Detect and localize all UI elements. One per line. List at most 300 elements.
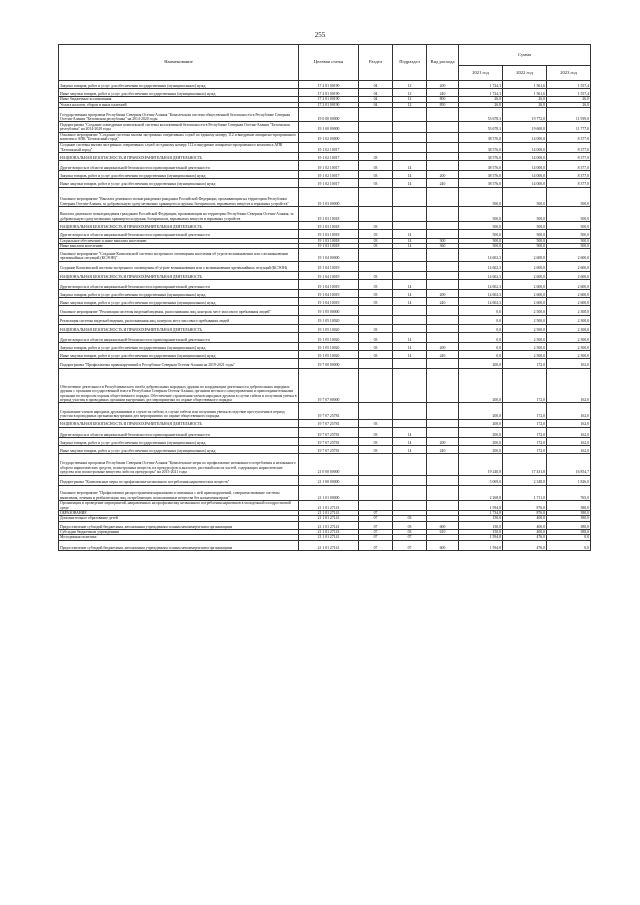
table-row — [59, 446, 591, 454]
cell-expense-type — [427, 454, 459, 475]
cell-name: Иные закупки товаров, работ и услуг для обеспечения государственных (муниципальных) нужд — [59, 298, 299, 306]
cell-section — [359, 206, 393, 221]
cell-2023: 8 377,0 — [547, 161, 591, 171]
cell-subsection — [393, 419, 427, 427]
table-row — [59, 179, 591, 187]
cell-2022: 19 772,0 — [503, 108, 547, 122]
cell-2022: 2 500,0 — [503, 324, 547, 332]
cell-target-item: 19 0 00 00000 — [299, 108, 359, 122]
header-expense-type: Вид расхода — [427, 45, 459, 81]
cell-subsection: 14 — [393, 446, 427, 454]
cell-section: 03 — [359, 446, 393, 454]
cell-target-item: 19 1 05 10020 — [299, 315, 359, 324]
table-row — [59, 206, 591, 221]
cell-2021: 14 602,3 — [459, 271, 503, 279]
cell-expense-type: 360 — [427, 244, 459, 249]
cell-name: Закупка товаров, работ и услуг для обеспечения государственных (муниципальных) нужд — [59, 171, 299, 179]
cell-2022: 172,0 — [503, 427, 547, 437]
cell-expense-type: 800 — [427, 97, 459, 102]
table-row — [59, 324, 591, 332]
cell-section — [359, 187, 393, 206]
cell-section: 03 — [359, 279, 393, 289]
cell-2022: 1 711,0 — [503, 485, 547, 500]
cell-name: Создание Комплексной системы экстренного оповещения об угрозе возникновения или о возникновении чрезвычайных ситуаций (КСЭОН) — [59, 261, 299, 271]
table-row — [59, 279, 591, 289]
cell-2021: 200,0 — [459, 437, 503, 445]
cell-section: 03 — [359, 343, 393, 351]
cell-2022: 26,0 — [503, 97, 547, 102]
cell-2022: 876,0 — [503, 511, 547, 516]
cell-2023: 8 377,0 — [547, 171, 591, 179]
cell-2023: 500,0 — [547, 222, 591, 230]
cell-subsection — [393, 306, 427, 315]
cell-2023: 162,0 — [547, 427, 591, 437]
cell-subsection — [393, 501, 427, 511]
cell-target-item: 19 7 07 25781 — [299, 419, 359, 427]
cell-expense-type — [427, 427, 459, 437]
cell-2023: 8 377,0 — [547, 132, 591, 142]
header-year-2023: 2023 год — [547, 66, 591, 81]
cell-name: Страхование членов народных дружинников в случае их гибели, в случае гибели или получения увечья вследствие преступления в период участия в проводимых органами внутренних дел мероприятиях по охране общественного порядка — [59, 403, 299, 419]
cell-2021: 150,0 — [459, 516, 503, 521]
cell-target-item: 17 2 01 00190 — [299, 102, 359, 107]
cell-section: 03 — [359, 271, 393, 279]
cell-2023: 162,0 — [547, 446, 591, 454]
cell-target-item: 19 1 05 10020 — [299, 351, 359, 359]
cell-subsection — [393, 271, 427, 279]
header-target-item: Целевая статья — [299, 45, 359, 81]
cell-2023: 380,0 — [547, 511, 591, 516]
cell-subsection: 14 — [393, 179, 427, 187]
cell-subsection: 12 — [393, 81, 427, 89]
cell-expense-type — [427, 122, 459, 132]
cell-2021: 1 724,3 — [459, 89, 503, 97]
cell-name: Другие вопросы в области национальной безопасности и правоохранительной деятельности — [59, 161, 299, 171]
cell-2021: 14 602,3 — [459, 261, 503, 271]
table-row — [59, 454, 591, 475]
cell-target-item: 21 1 00 00000 — [299, 475, 359, 485]
cell-subsection: 14 — [393, 290, 427, 298]
cell-section — [359, 132, 393, 142]
cell-expense-type — [427, 206, 459, 221]
cell-2022: 172,0 — [503, 437, 547, 445]
table-row — [59, 122, 591, 132]
cell-name: Подпрограмма "Создание и внедрение комплексной системы коллективной безопасности в Республике Северная Осетия-Алания "Безопасная республика" на 2014-2020 годы — [59, 122, 299, 132]
cell-subsection — [393, 108, 427, 122]
table-row — [59, 108, 591, 122]
cell-2023: 1 557,4 — [547, 81, 591, 89]
cell-2023: 162,0 — [547, 403, 591, 419]
table-row — [59, 351, 591, 359]
cell-subsection: 12 — [393, 89, 427, 97]
cell-name: Реализация системы видеонаблюдения, распознавания лиц, контроль мест массового пребывания людей — [59, 315, 299, 324]
cell-section — [359, 306, 393, 315]
cell-2021: 38 576,0 — [459, 171, 503, 179]
table-row — [59, 332, 591, 342]
cell-2023: 8 377,0 — [547, 179, 591, 187]
cell-2021: 1 724,3 — [459, 81, 503, 89]
budget-table — [58, 44, 591, 551]
cell-target-item: 19 7 00 00000 — [299, 359, 359, 368]
cell-name: Иные закупки товаров, работ и услуг для обеспечения государственных (муниципальных) нужд — [59, 351, 299, 359]
cell-2023: 2 300,0 — [547, 306, 591, 315]
cell-2021: 1 594,8 — [459, 540, 503, 550]
cell-expense-type — [427, 222, 459, 230]
cell-name: Выплата денежного вознаграждения гражданам Российской Федерации, проживающим на территории Республики Северная Осетия-Алания, за добровольную сдачу незаконно хранящегося оружия, боеприпасов, взрывчатых веществ и взрывных устройств — [59, 206, 299, 221]
cell-section: 03 — [359, 298, 393, 306]
cell-2022: 2 600,0 — [503, 249, 547, 261]
cell-target-item: 21 0 00 00000 — [299, 454, 359, 475]
cell-name: Подпрограмма "Комплексные меры по профилактике незаконного потребления наркотических веществ" — [59, 475, 299, 485]
cell-2022: 14 000,0 — [503, 171, 547, 179]
cell-target-item: 19 1 04 10019 — [299, 279, 359, 289]
cell-2023: 2 600,0 — [547, 271, 591, 279]
cell-name: Основное мероприятие "Реализация системы видеонаблюдения, распознавания лиц, контроль мест массового пребывания людей" — [59, 306, 299, 315]
cell-target-item: 21 1 01 27141 — [299, 501, 359, 511]
cell-2022: 172,0 — [503, 359, 547, 368]
cell-subsection — [393, 368, 427, 403]
cell-subsection — [393, 152, 427, 160]
cell-2022: 500,0 — [503, 222, 547, 230]
table-row — [59, 403, 591, 419]
cell-subsection: 14 — [393, 171, 427, 179]
table-row — [59, 89, 591, 97]
cell-name: НАЦИОНАЛЬНАЯ БЕЗОПАСНОСТЬ И ПРАВООХРАНИТЕЛЬНАЯ ДЕЯТЕЛЬНОСТЬ — [59, 324, 299, 332]
cell-name: Иные закупки товаров, работ и услуг для обеспечения государственных (муниципальных) нужд — [59, 179, 299, 187]
cell-name: Основное мероприятие "Создание системы вызова экстренных оперативных служб по единому номеру 112 и внедрение аппаратно-программного комплекса АПК "Безопасный город" — [59, 132, 299, 142]
cell-expense-type — [427, 261, 459, 271]
table-row — [59, 306, 591, 315]
cell-2022: 14 000,0 — [503, 132, 547, 142]
cell-section: 03 — [359, 351, 393, 359]
header-subsection: Подраздел — [393, 45, 427, 81]
cell-expense-type — [427, 324, 459, 332]
cell-target-item: 19 7 07 25781 — [299, 403, 359, 419]
cell-target-item: 21 1 01 27141 — [299, 516, 359, 521]
cell-subsection — [393, 142, 427, 152]
cell-2023: 162,0 — [547, 368, 591, 403]
cell-2021: 0,0 — [459, 343, 503, 351]
cell-2022: 14 000,0 — [503, 161, 547, 171]
cell-2022: 500,0 — [503, 230, 547, 238]
cell-2021: 150,0 — [459, 529, 503, 534]
cell-target-item: 19 7 07 00000 — [299, 368, 359, 403]
cell-subsection: 14 — [393, 343, 427, 351]
cell-target-item: 17 2 01 00190 — [299, 81, 359, 89]
cell-name: Основное мероприятие "Профилактика распространения наркомании и связанных с ней правонарушений, совершенствование системы выявления, лечения и реабилитации лиц, потребляющих психоактивные вещества без назначения врача" — [59, 485, 299, 500]
cell-target-item: 19 1 03 10018 — [299, 238, 359, 243]
cell-2022: 2 600,0 — [503, 279, 547, 289]
cell-target-item: 19 1 03 10018 — [299, 222, 359, 230]
table-row — [59, 142, 591, 152]
cell-section — [359, 485, 393, 500]
cell-expense-type — [427, 249, 459, 261]
cell-name: Предоставление субсидий бюджетным, автономным учреждениям и иным некоммерческим организациям — [59, 521, 299, 529]
cell-target-item: 17 2 01 00190 — [299, 89, 359, 97]
cell-expense-type: 600 — [427, 521, 459, 529]
cell-target-item: 19 1 05 10020 — [299, 324, 359, 332]
cell-2021: 38 576,0 — [459, 152, 503, 160]
table-row — [59, 475, 591, 485]
cell-subsection — [393, 132, 427, 142]
cell-expense-type — [427, 132, 459, 142]
cell-2022: 476,0 — [503, 535, 547, 540]
table-body — [59, 81, 591, 551]
cell-name: Социальное обеспечение и иные выплаты населению — [59, 238, 299, 243]
cell-2022: 876,0 — [503, 501, 547, 511]
cell-name: Государственная программа Республики Северная Осетия-Алания "Комплексные меры по профилактике незаконного потребления и незаконного оборота наркотических средств, психотропных веществ, их прекурсоров и аналогов, растений или их частей, содержащих наркотические средства или психотропные вещества либо их прекурсоры" на 2015-2021 годы — [59, 454, 299, 475]
cell-2021: 38 576,0 — [459, 161, 503, 171]
cell-2023: 500,0 — [547, 230, 591, 238]
cell-2022: 500,0 — [503, 187, 547, 206]
cell-2021: 53 678,3 — [459, 122, 503, 132]
cell-expense-type: 200 — [427, 437, 459, 445]
cell-2022: 1 561,6 — [503, 89, 547, 97]
table-row — [59, 298, 591, 306]
cell-section — [359, 142, 393, 152]
cell-subsection — [393, 249, 427, 261]
cell-expense-type — [427, 108, 459, 122]
cell-2021: 0,0 — [459, 324, 503, 332]
cell-expense-type — [427, 501, 459, 511]
cell-expense-type — [427, 271, 459, 279]
cell-2023: 11 777,0 — [547, 122, 591, 132]
cell-2021: 0,0 — [459, 306, 503, 315]
cell-expense-type — [427, 230, 459, 238]
cell-2023: 26,0 — [547, 97, 591, 102]
header-name: Наименование — [59, 45, 299, 81]
cell-expense-type: 240 — [427, 298, 459, 306]
cell-name: Другие вопросы в области национальной безопасности и правоохранительной деятельности — [59, 279, 299, 289]
cell-2021: 200,0 — [459, 368, 503, 403]
cell-2021: 500,0 — [459, 222, 503, 230]
header-section: Раздел — [359, 45, 393, 81]
cell-target-item: 19 1 03 10018 — [299, 230, 359, 238]
table-row — [59, 540, 591, 550]
cell-2022: 14 000,0 — [503, 152, 547, 160]
cell-2021: 5 069,0 — [459, 475, 503, 485]
cell-2021: 14 602,3 — [459, 279, 503, 289]
cell-2022: 172,0 — [503, 403, 547, 419]
cell-name: Уплата налогов, сборов и иных платежей — [59, 102, 299, 107]
cell-target-item: 19 1 02 10017 — [299, 171, 359, 179]
cell-section: 03 — [359, 244, 393, 249]
cell-2023: 380,0 — [547, 516, 591, 521]
cell-target-item: 19 1 04 10019 — [299, 271, 359, 279]
cell-section — [359, 368, 393, 403]
cell-section: 03 — [359, 324, 393, 332]
cell-target-item: 19 1 05 10020 — [299, 332, 359, 342]
cell-target-item: 19 1 02 00000 — [299, 132, 359, 142]
table-row — [59, 315, 591, 324]
cell-2023: 8 377,0 — [547, 152, 591, 160]
cell-2022: 19 600,0 — [503, 122, 547, 132]
cell-2022: 2 600,0 — [503, 261, 547, 271]
cell-target-item: 19 1 05 00000 — [299, 306, 359, 315]
cell-2022: 2 500,0 — [503, 332, 547, 342]
cell-2023: 11 939,0 — [547, 108, 591, 122]
cell-name: Государственная программа Республики Северная Осетия-Алания "Комплексная система общественной безопасности в Республике Северная Осетия-Алания "Безопасная республика" на 2014-2020 годы — [59, 108, 299, 122]
cell-target-item: 19 1 04 10019 — [299, 290, 359, 298]
cell-expense-type — [427, 368, 459, 403]
cell-2023: 2 300,0 — [547, 351, 591, 359]
cell-2021: 500,0 — [459, 244, 503, 249]
cell-section — [359, 359, 393, 368]
cell-2022: 172,0 — [503, 419, 547, 427]
cell-2022: 1 561,6 — [503, 81, 547, 89]
cell-section: 03 — [359, 419, 393, 427]
cell-section: 03 — [359, 171, 393, 179]
cell-expense-type — [427, 485, 459, 500]
table-row — [59, 521, 591, 529]
cell-2023: 2 600,0 — [547, 249, 591, 261]
cell-section — [359, 403, 393, 419]
cell-subsection: 14 — [393, 230, 427, 238]
cell-section: 07 — [359, 511, 393, 516]
cell-2022: 2 348,0 — [503, 475, 547, 485]
cell-name: Основное мероприятие "Выплата денежного вознаграждения гражданам Российской Федерации, проживающим на территории Республики Северная Осетия-Алания, за добровольную сдачу незаконно хранящегося оружия, боеприпасов, взрывчатых веществ и взрывных устройств" — [59, 187, 299, 206]
table-row — [59, 261, 591, 271]
cell-section: 07 — [359, 521, 393, 529]
cell-expense-type — [427, 152, 459, 160]
cell-target-item: 19 1 03 10018 — [299, 244, 359, 249]
cell-2022: 2 600,0 — [503, 290, 547, 298]
cell-2023: 162,0 — [547, 437, 591, 445]
cell-name: НАЦИОНАЛЬНАЯ БЕЗОПАСНОСТЬ И ПРАВООХРАНИТЕЛЬНАЯ ДЕЯТЕЛЬНОСТЬ — [59, 419, 299, 427]
cell-target-item: 19 7 07 25781 — [299, 446, 359, 454]
cell-2023: 765,0 — [547, 485, 591, 500]
cell-2021: 500,0 — [459, 230, 503, 238]
table-row — [59, 343, 591, 351]
cell-2022: 500,0 — [503, 244, 547, 249]
cell-subsection — [393, 403, 427, 419]
table-row — [59, 485, 591, 500]
cell-2023: 0,0 — [547, 540, 591, 550]
cell-section: 03 — [359, 332, 393, 342]
cell-2023: 162,0 — [547, 419, 591, 427]
cell-expense-type — [427, 332, 459, 342]
cell-2023: 500,0 — [547, 187, 591, 206]
cell-name: Закупка товаров, работ и услуг для обеспечения государственных (муниципальных) нужд — [59, 290, 299, 298]
cell-section — [359, 122, 393, 132]
cell-2022: 2 500,0 — [503, 315, 547, 324]
cell-section — [359, 315, 393, 324]
cell-2021: 26,0 — [459, 102, 503, 107]
cell-target-item: 21 1 01 27141 — [299, 540, 359, 550]
cell-target-item: 21 1 01 00000 — [299, 485, 359, 500]
cell-2021: 200,0 — [459, 427, 503, 437]
table-row — [59, 132, 591, 142]
cell-subsection — [393, 206, 427, 221]
cell-2021: 14 602,3 — [459, 298, 503, 306]
cell-section — [359, 475, 393, 485]
cell-2021: 200,0 — [459, 403, 503, 419]
cell-subsection — [393, 261, 427, 271]
cell-2021: 1 594,8 — [459, 501, 503, 511]
cell-subsection: 07 — [393, 540, 427, 550]
cell-2023: 0,0 — [547, 535, 591, 540]
cell-name: Иные закупки товаров, работ и услуг для обеспечения государственных (муниципальных) нужд — [59, 89, 299, 97]
cell-expense-type: 240 — [427, 446, 459, 454]
cell-2023: 1 826,0 — [547, 475, 591, 485]
cell-section: 07 — [359, 535, 393, 540]
cell-2022: 500,0 — [503, 206, 547, 221]
table-row — [59, 171, 591, 179]
cell-target-item: 17 2 01 00190 — [299, 97, 359, 102]
cell-subsection: 14 — [393, 437, 427, 445]
cell-target-item: 21 1 01 27141 — [299, 521, 359, 529]
cell-2023: 500,0 — [547, 238, 591, 243]
cell-section: 04 — [359, 89, 393, 97]
cell-2021: 0,0 — [459, 351, 503, 359]
cell-subsection — [393, 485, 427, 500]
cell-section: 03 — [359, 427, 393, 437]
cell-subsection — [393, 187, 427, 206]
cell-2021: 500,0 — [459, 206, 503, 221]
cell-2022: 2 500,0 — [503, 351, 547, 359]
cell-subsection — [393, 222, 427, 230]
cell-section — [359, 249, 393, 261]
cell-2023: 2 600,0 — [547, 298, 591, 306]
cell-2021: 26,0 — [459, 97, 503, 102]
cell-2021: 2 268,8 — [459, 485, 503, 500]
cell-section: 03 — [359, 238, 393, 243]
cell-section: 04 — [359, 81, 393, 89]
cell-2021: 19 240,8 — [459, 454, 503, 475]
cell-name: Предоставление субсидий бюджетным, автономным учреждениям и иным некоммерческим организациям — [59, 540, 299, 550]
cell-name: Иные выплаты населению — [59, 244, 299, 249]
cell-subsection: 03 — [393, 529, 427, 534]
cell-2021: 0,0 — [459, 315, 503, 324]
cell-name: Молодежная политика — [59, 535, 299, 540]
cell-section — [359, 454, 393, 475]
cell-2023: 2 300,0 — [547, 343, 591, 351]
cell-2023: 380,0 — [547, 501, 591, 511]
cell-2023: 380,0 — [547, 521, 591, 529]
cell-subsection — [393, 359, 427, 368]
cell-subsection — [393, 324, 427, 332]
cell-target-item: 19 1 00 00000 — [299, 122, 359, 132]
cell-target-item: 19 1 02 10017 — [299, 179, 359, 187]
cell-2021: 14 602,3 — [459, 290, 503, 298]
cell-name: Иные закупки товаров, работ и услуг для обеспечения государственных (муниципальных) нужд — [59, 446, 299, 454]
cell-subsection — [393, 454, 427, 475]
table-row — [59, 152, 591, 160]
cell-target-item: 19 7 07 25781 — [299, 437, 359, 445]
cell-2022: 17 431,8 — [503, 454, 547, 475]
cell-name: Создание системы вызова экстренных оперативных служб по единому номеру 112 и внедрение аппаратно-программного комплекса АПК "Безопасный город" — [59, 142, 299, 152]
cell-2023: 1 557,4 — [547, 89, 591, 97]
cell-2023: 2 600,0 — [547, 279, 591, 289]
cell-2022: 2 600,0 — [503, 271, 547, 279]
cell-2023: 2 600,0 — [547, 290, 591, 298]
table-row — [59, 419, 591, 427]
cell-section: 03 — [359, 230, 393, 238]
cell-2021: 200,0 — [459, 359, 503, 368]
cell-target-item: 19 7 07 25781 — [299, 427, 359, 437]
cell-subsection: 03 — [393, 521, 427, 529]
cell-target-item: 19 1 02 10017 — [299, 161, 359, 171]
cell-section: 03 — [359, 437, 393, 445]
cell-target-item: 19 1 02 10017 — [299, 142, 359, 152]
cell-target-item: 21 1 01 27141 — [299, 535, 359, 540]
cell-name: Закупка товаров, работ и услуг для обеспечения государственных (муниципальных) нужд — [59, 343, 299, 351]
cell-2021: 0,0 — [459, 332, 503, 342]
cell-target-item: 19 1 03 10018 — [299, 206, 359, 221]
cell-2021: 14 602,3 — [459, 249, 503, 261]
cell-section: 04 — [359, 97, 393, 102]
cell-2021: 38 576,0 — [459, 132, 503, 142]
